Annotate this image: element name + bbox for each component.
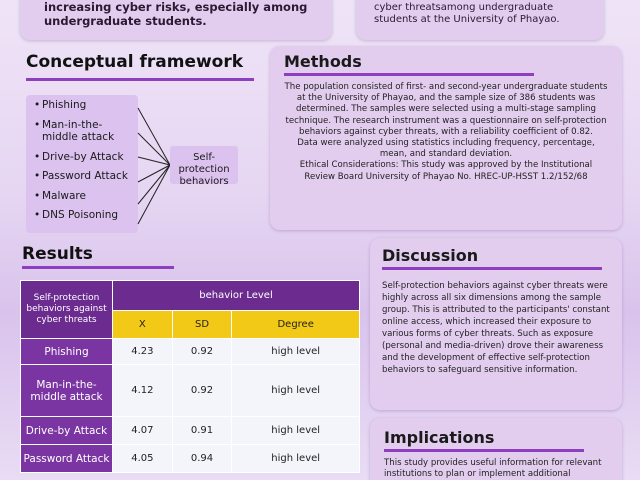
self-protection-behaviors-box: Self-protection behaviors (170, 146, 238, 184)
discussion-title: Discussion (382, 246, 479, 265)
framework-connector-lines (136, 100, 172, 230)
threat-label: Password Attack (42, 170, 128, 182)
threat-item: • Man-in-the-middle attack (34, 119, 132, 144)
row-sd: 0.92 (172, 365, 232, 417)
row-x: 4.23 (113, 339, 173, 365)
row-degree: high level (232, 339, 360, 365)
row-sd: 0.94 (172, 445, 232, 473)
table-row (21, 417, 360, 445)
table-row (21, 445, 360, 473)
implications-card (370, 418, 622, 480)
threat-item: • Drive-by Attack (34, 150, 124, 163)
table-row (21, 365, 360, 417)
intro-card-right (356, 0, 604, 40)
results-table (20, 280, 360, 473)
results-underline (22, 266, 174, 269)
discussion-card (370, 238, 622, 410)
methods-paragraph: Data were analyzed using statistics including frequency, percentage, mean, and standard deviation. (297, 138, 595, 160)
intro-right-text: cyber threatsamong undergraduate students at the University of Phayao. (374, 2, 560, 25)
threat-item: • Password Attack (34, 170, 128, 182)
methods-paragraph: The population consisted of first- and second-year undergraduate students at the University of Phayao, and the sample size of 386 students was determined. The samples were selected using a multi-stage sampling technique. The research instrument was a questionnaire on self-protection behaviors against cyber threats, with a reliability coefficient of 0.82. (284, 82, 608, 137)
implications-text: This study provides useful information for relevant institutions to plan or implement additional (384, 458, 602, 479)
row-name: Password Attack (21, 445, 113, 473)
discussion-text: Self-protection behaviors against cyber threats were highly across all six dimensions among the sample group. This is attributed to the participants' constant online access, which increased their exposure to various forms of cyber threats. Such as exposure (personal and media-driven) drove their awareness and the development of effective self-protection behaviors to safeguard sensitive information. (382, 281, 610, 375)
implications-underline (384, 449, 584, 452)
row-name: Man-in-the-middle attack (21, 365, 113, 417)
row-degree: high level (232, 365, 360, 417)
row-name: Phishing (21, 339, 113, 365)
row-x: 4.07 (113, 417, 173, 445)
table-group-header: behavior Level (113, 281, 360, 311)
row-degree: high level (232, 417, 360, 445)
threat-label: DNS Poisoning (42, 209, 119, 221)
table-corner-header: Self-protection behaviors against cyber threats (21, 281, 113, 339)
table-row (21, 339, 360, 365)
threat-list (26, 95, 138, 233)
threat-label: Drive-by Attack (42, 150, 124, 163)
threat-item: • Malware (34, 189, 86, 202)
row-sd: 0.91 (172, 417, 232, 445)
intro-card-left (20, 0, 332, 40)
results-title: Results (22, 244, 93, 264)
methods-paragraph: Ethical Considerations: This study was approved by the Institutional Review Board University of Phayao No. HREC-UP-HSST 1.2/152/68 (299, 160, 593, 182)
row-x: 4.05 (113, 445, 173, 473)
column-header-x: X (113, 311, 173, 339)
methods-card (270, 46, 622, 230)
threat-label: Phishing (42, 99, 87, 111)
methods-title: Methods (284, 52, 362, 71)
threat-label: Man-in-the-middle attack (42, 118, 115, 143)
row-x: 4.12 (113, 365, 173, 417)
conceptual-framework-title: Conceptual framework (26, 52, 244, 72)
threat-label: Malware (42, 189, 86, 202)
methods-underline (284, 73, 534, 76)
threat-item: • DNS Poisoning (34, 209, 119, 221)
row-degree: high level (232, 445, 360, 473)
row-name: Drive-by Attack (21, 417, 113, 445)
conceptual-framework-underline (26, 78, 254, 81)
column-header-sd: SD (172, 311, 232, 339)
column-header-degree: Degree (232, 311, 360, 339)
threat-item: • Phishing (34, 99, 87, 111)
row-sd: 0.92 (172, 339, 232, 365)
discussion-underline (382, 267, 602, 270)
implications-title: Implications (384, 428, 495, 447)
intro-left-text: increasing cyber risks, especially among undergraduate students. (44, 0, 308, 28)
